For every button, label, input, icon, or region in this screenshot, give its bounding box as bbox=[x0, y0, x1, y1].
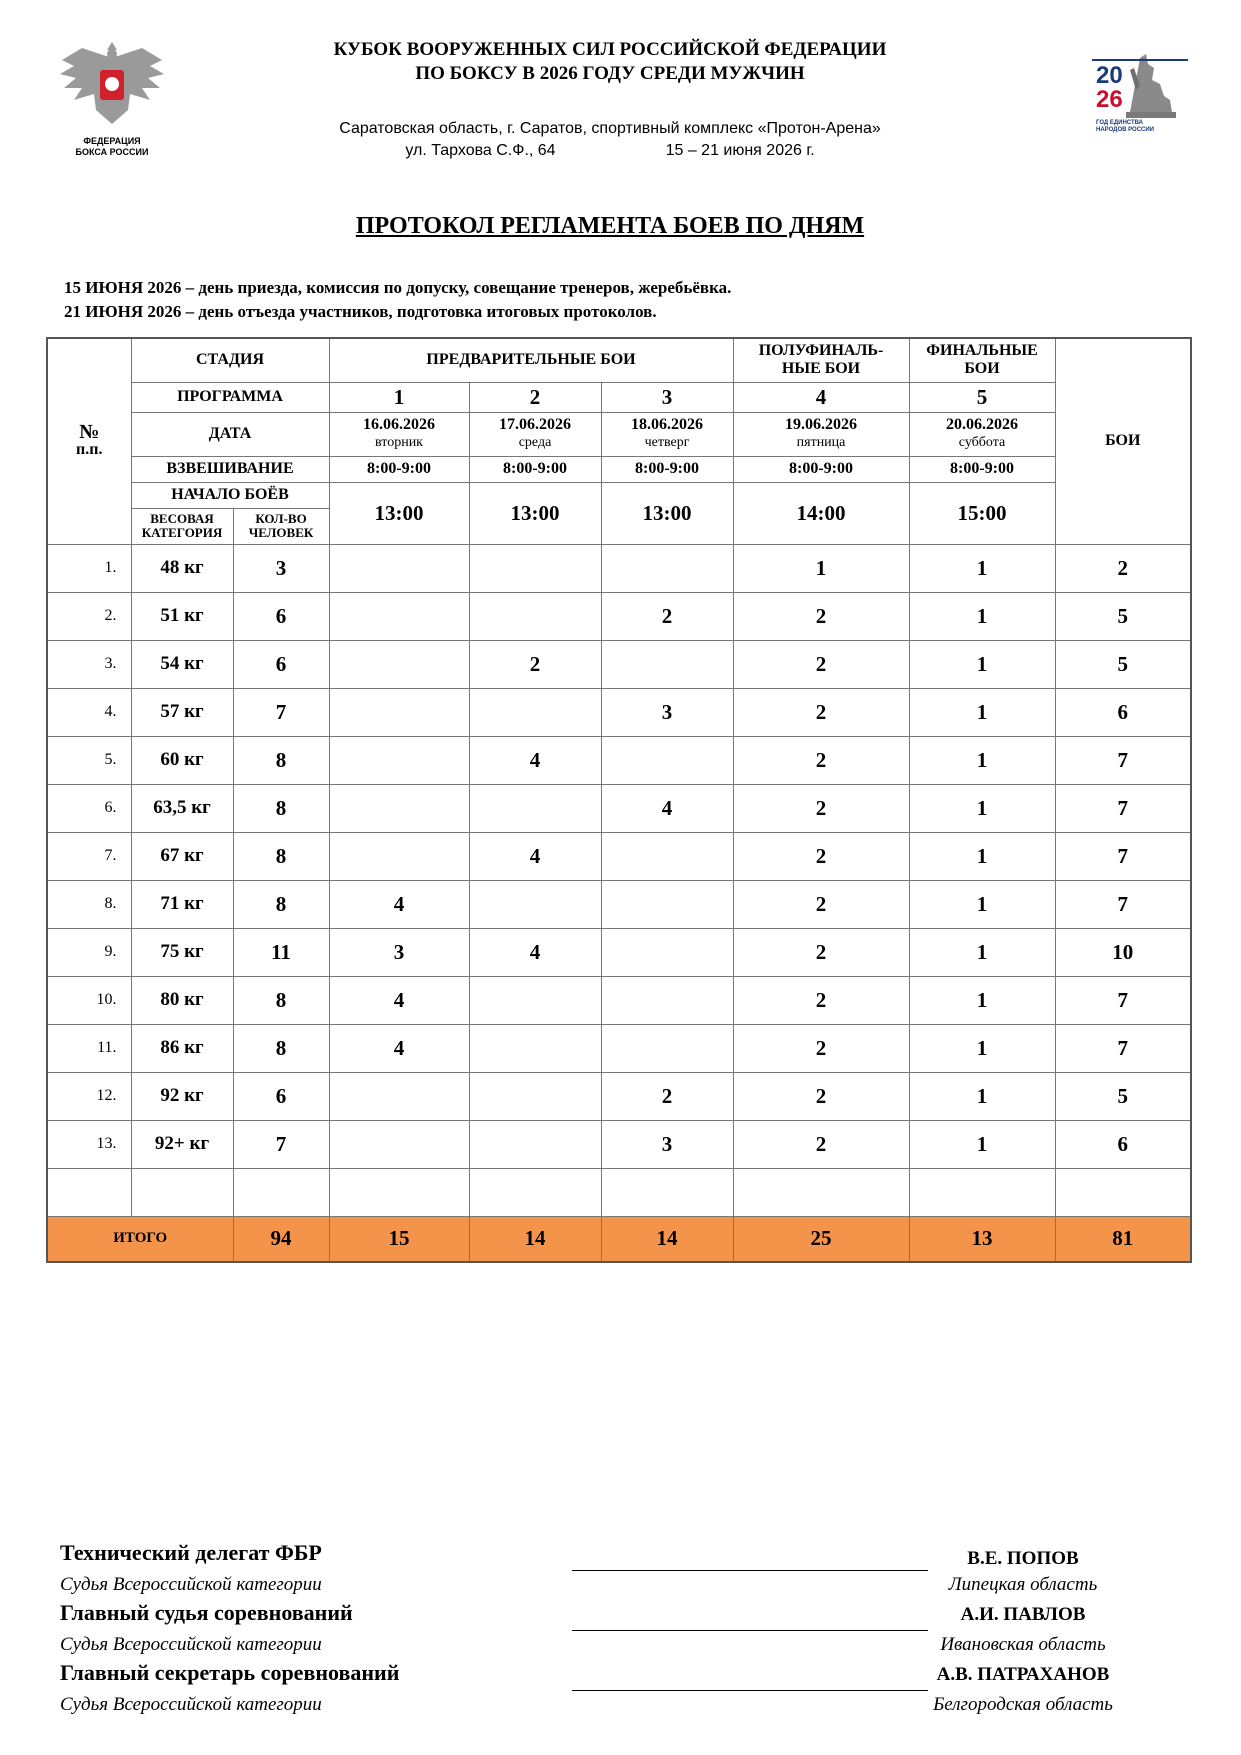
row-number: 2. bbox=[47, 592, 131, 640]
eagle-emblem-icon bbox=[52, 40, 172, 136]
weekday-5: суббота bbox=[958, 435, 1006, 450]
participant-count: 7 bbox=[233, 688, 329, 736]
bouts-total: 6 bbox=[1055, 1120, 1191, 1168]
bouts-day-1 bbox=[329, 1120, 469, 1168]
bouts-day-3 bbox=[601, 928, 733, 976]
signature-category: Судья Всероссийской категории bbox=[60, 1634, 322, 1655]
bouts-day-4: 2 bbox=[733, 1024, 909, 1072]
header-weight-category-line2: КАТЕГОРИЯ bbox=[141, 525, 223, 540]
empty-cell bbox=[329, 1168, 469, 1216]
program-1: 1 bbox=[329, 382, 469, 412]
bouts-total: 7 bbox=[1055, 736, 1191, 784]
table-row bbox=[47, 1072, 1191, 1120]
bouts-day-5: 1 bbox=[909, 1072, 1055, 1120]
bouts-day-1 bbox=[329, 1072, 469, 1120]
bouts-day-3: 2 bbox=[601, 1072, 733, 1120]
signature-role: Технический делегат ФБР bbox=[60, 1540, 322, 1565]
weight-category: 54 кг bbox=[131, 640, 233, 688]
empty-cell bbox=[909, 1168, 1055, 1216]
bouts-day-3 bbox=[601, 880, 733, 928]
weight-category: 67 кг bbox=[131, 832, 233, 880]
bouts-day-2 bbox=[469, 1120, 601, 1168]
date-cell-1 bbox=[329, 412, 469, 456]
bouts-day-5: 1 bbox=[909, 544, 1055, 592]
row-number: 12. bbox=[47, 1072, 131, 1120]
totals-day-5: 13 bbox=[909, 1216, 1055, 1262]
logo-year-top: 20 bbox=[1096, 62, 1123, 89]
signature-name: А.В. ПАТРАХАНОВ bbox=[936, 1664, 1110, 1685]
weight-category: 71 кг bbox=[131, 880, 233, 928]
signature-role: Главный судья соревнований bbox=[60, 1600, 353, 1625]
row-number: 7. bbox=[47, 832, 131, 880]
date-cell-3 bbox=[601, 412, 733, 456]
bouts-day-2 bbox=[469, 592, 601, 640]
bouts-day-4: 2 bbox=[733, 784, 909, 832]
bouts-day-2 bbox=[469, 1024, 601, 1072]
row-number: 13. bbox=[47, 1120, 131, 1168]
venue-address: ул. Тархова С.Ф., 64 bbox=[405, 142, 556, 159]
note-departure: 21 ИЮНЯ 2026 – день отъезда участников, подготовка итоговых протоколов. bbox=[64, 302, 657, 321]
bouts-day-5: 1 bbox=[909, 736, 1055, 784]
table-row bbox=[47, 832, 1191, 880]
table-row bbox=[47, 784, 1191, 832]
date-1: 16.06.2026 bbox=[363, 416, 435, 433]
bouts-day-5: 1 bbox=[909, 688, 1055, 736]
header-participant-count-line2: ЧЕЛОВЕК bbox=[248, 525, 314, 540]
participant-count: 8 bbox=[233, 880, 329, 928]
table-row bbox=[47, 1024, 1191, 1072]
logo-caption-line2: БОКСА РОССИИ bbox=[75, 147, 149, 157]
bouts-day-4: 1 bbox=[733, 544, 909, 592]
header-weight-category-line1: ВЕСОВАЯ bbox=[150, 511, 214, 526]
weigh-2: 8:00-9:00 bbox=[469, 456, 601, 482]
bouts-day-4: 2 bbox=[733, 592, 909, 640]
header-bouts: БОИ bbox=[1055, 338, 1191, 544]
bouts-day-1 bbox=[329, 832, 469, 880]
bout-schedule-table bbox=[46, 337, 1192, 1263]
bouts-total: 6 bbox=[1055, 688, 1191, 736]
header-number-sign: № bbox=[79, 421, 100, 444]
program-5: 5 bbox=[909, 382, 1055, 412]
totals-row bbox=[47, 1216, 1191, 1262]
table-row bbox=[47, 880, 1191, 928]
row-number: 4. bbox=[47, 688, 131, 736]
bouts-day-3 bbox=[601, 1024, 733, 1072]
signature-region: Липецкая область bbox=[948, 1574, 1098, 1595]
signature-region: Ивановская область bbox=[940, 1634, 1106, 1655]
competition-title bbox=[250, 38, 970, 86]
signature-category: Судья Всероссийской категории bbox=[60, 1694, 322, 1715]
document-title: ПРОТОКОЛ РЕГЛАМЕНТА БОЕВ ПО ДНЯМ bbox=[355, 213, 865, 239]
bouts-day-5: 1 bbox=[909, 640, 1055, 688]
signature-technical-delegate bbox=[60, 1540, 1160, 1600]
header-participant-count-line1: КОЛ-ВО bbox=[255, 511, 307, 526]
date-2: 17.06.2026 bbox=[499, 416, 571, 433]
title-line-1: КУБОК ВООРУЖЕННЫХ СИЛ РОССИЙСКОЙ ФЕДЕРАЦИИ bbox=[333, 39, 887, 60]
totals-day-1: 15 bbox=[329, 1216, 469, 1262]
row-number: 6. bbox=[47, 784, 131, 832]
bouts-day-2 bbox=[469, 544, 601, 592]
weight-category: 86 кг bbox=[131, 1024, 233, 1072]
weight-category: 57 кг bbox=[131, 688, 233, 736]
participant-count: 6 bbox=[233, 640, 329, 688]
table-row bbox=[47, 928, 1191, 976]
weekday-3: четверг bbox=[644, 435, 690, 450]
header-date: ДАТА bbox=[131, 412, 329, 456]
start-2: 13:00 bbox=[469, 482, 601, 544]
bouts-day-3: 3 bbox=[601, 1120, 733, 1168]
table-row bbox=[47, 1168, 1191, 1216]
bouts-day-4: 2 bbox=[733, 640, 909, 688]
date-4: 19.06.2026 bbox=[785, 416, 858, 433]
bouts-day-1 bbox=[329, 736, 469, 784]
bouts-day-2 bbox=[469, 688, 601, 736]
header-start: НАЧАЛО БОЁВ bbox=[131, 482, 329, 508]
bouts-total: 7 bbox=[1055, 832, 1191, 880]
bouts-total: 7 bbox=[1055, 1024, 1191, 1072]
bouts-day-4: 2 bbox=[733, 1072, 909, 1120]
empty-cell bbox=[233, 1168, 329, 1216]
date-cell-4 bbox=[733, 412, 909, 456]
logo-caption-line1: ФЕДЕРАЦИЯ bbox=[83, 136, 141, 146]
bouts-day-3: 2 bbox=[601, 592, 733, 640]
bouts-day-3 bbox=[601, 640, 733, 688]
program-3: 3 bbox=[601, 382, 733, 412]
start-4: 14:00 bbox=[733, 482, 909, 544]
totals-day-2: 14 bbox=[469, 1216, 601, 1262]
header-stage: СТАДИЯ bbox=[131, 338, 329, 382]
header-participant-count bbox=[233, 508, 329, 544]
bouts-day-1 bbox=[329, 784, 469, 832]
bouts-day-1: 3 bbox=[329, 928, 469, 976]
bouts-day-2: 2 bbox=[469, 640, 601, 688]
date-cell-5 bbox=[909, 412, 1055, 456]
table-row bbox=[47, 1120, 1191, 1168]
bouts-day-3 bbox=[601, 736, 733, 784]
bouts-day-3 bbox=[601, 976, 733, 1024]
start-3: 13:00 bbox=[601, 482, 733, 544]
weekday-2: среда bbox=[518, 435, 552, 450]
title-line-2: ПО БОКСУ В 2026 ГОДУ СРЕДИ МУЖЧИН bbox=[415, 63, 805, 84]
empty-cell bbox=[601, 1168, 733, 1216]
weight-category: 63,5 кг bbox=[131, 784, 233, 832]
signature-line bbox=[572, 1690, 928, 1691]
signature-region: Белгородская область bbox=[933, 1694, 1113, 1715]
signature-name: А.И. ПАВЛОВ bbox=[960, 1604, 1086, 1625]
program-2: 2 bbox=[469, 382, 601, 412]
bouts-day-2 bbox=[469, 1072, 601, 1120]
bouts-total: 5 bbox=[1055, 592, 1191, 640]
bouts-total: 5 bbox=[1055, 1072, 1191, 1120]
bouts-total: 5 bbox=[1055, 640, 1191, 688]
weigh-3: 8:00-9:00 bbox=[601, 456, 733, 482]
header-preliminary: ПРЕДВАРИТЕЛЬНЫЕ БОИ bbox=[329, 338, 733, 382]
weight-category: 92 кг bbox=[131, 1072, 233, 1120]
bouts-total: 2 bbox=[1055, 544, 1191, 592]
bouts-day-1: 4 bbox=[329, 1024, 469, 1072]
year-of-unity-logo bbox=[1090, 50, 1190, 145]
bouts-day-3: 3 bbox=[601, 688, 733, 736]
bouts-day-5: 1 bbox=[909, 1024, 1055, 1072]
weight-category: 75 кг bbox=[131, 928, 233, 976]
weight-category: 48 кг bbox=[131, 544, 233, 592]
bouts-day-3 bbox=[601, 544, 733, 592]
totals-day-4: 25 bbox=[733, 1216, 909, 1262]
signature-chief-judge bbox=[60, 1600, 1160, 1660]
participant-count: 8 bbox=[233, 736, 329, 784]
bouts-day-2: 4 bbox=[469, 928, 601, 976]
bouts-day-2: 4 bbox=[469, 736, 601, 784]
row-number: 8. bbox=[47, 880, 131, 928]
header-weight-category bbox=[131, 508, 233, 544]
bouts-total: 10 bbox=[1055, 928, 1191, 976]
weight-category: 80 кг bbox=[131, 976, 233, 1024]
weight-category: 60 кг bbox=[131, 736, 233, 784]
totals-day-3: 14 bbox=[601, 1216, 733, 1262]
participant-count: 7 bbox=[233, 1120, 329, 1168]
signature-line bbox=[572, 1570, 928, 1571]
bouts-day-5: 1 bbox=[909, 1120, 1055, 1168]
weekday-4: пятница bbox=[796, 435, 846, 450]
participant-count: 11 bbox=[233, 928, 329, 976]
bouts-total: 7 bbox=[1055, 880, 1191, 928]
bouts-day-5: 1 bbox=[909, 928, 1055, 976]
bouts-day-2 bbox=[469, 784, 601, 832]
weight-category: 51 кг bbox=[131, 592, 233, 640]
participant-count: 6 bbox=[233, 592, 329, 640]
header-number bbox=[47, 338, 131, 544]
bouts-day-4: 2 bbox=[733, 832, 909, 880]
bouts-day-4: 2 bbox=[733, 1120, 909, 1168]
bouts-day-1: 4 bbox=[329, 976, 469, 1024]
bouts-day-5: 1 bbox=[909, 592, 1055, 640]
table-row bbox=[47, 640, 1191, 688]
bouts-day-4: 2 bbox=[733, 928, 909, 976]
bouts-day-5: 1 bbox=[909, 832, 1055, 880]
empty-cell bbox=[733, 1168, 909, 1216]
header-program: ПРОГРАММА bbox=[131, 382, 329, 412]
weight-category: 92+ кг bbox=[131, 1120, 233, 1168]
date-cell-2 bbox=[469, 412, 601, 456]
logo-year-bottom: 26 bbox=[1096, 86, 1123, 113]
table-row bbox=[47, 976, 1191, 1024]
weigh-5: 8:00-9:00 bbox=[909, 456, 1055, 482]
table-row bbox=[47, 592, 1191, 640]
weigh-4: 8:00-9:00 bbox=[733, 456, 909, 482]
venue-line: Саратовская область, г. Саратов, спортивный комплекс «Протон-Арена» bbox=[339, 120, 881, 137]
start-1: 13:00 bbox=[329, 482, 469, 544]
bouts-day-5: 1 bbox=[909, 976, 1055, 1024]
signature-name: В.Е. ПОПОВ bbox=[967, 1548, 1079, 1569]
note-arrival: 15 ИЮНЯ 2026 – день приезда, комиссия по допуску, совещание тренеров, жеребьёвка. bbox=[64, 278, 732, 297]
header-number-abbr: п.п. bbox=[76, 441, 103, 459]
bouts-day-1 bbox=[329, 640, 469, 688]
program-4: 4 bbox=[733, 382, 909, 412]
boxing-federation-logo bbox=[52, 40, 172, 170]
row-number: 10. bbox=[47, 976, 131, 1024]
header-semifinal-line1: ПОЛУФИНАЛЬ- bbox=[758, 342, 884, 360]
event-dates: 15 – 21 июня 2026 г. bbox=[665, 142, 815, 159]
bouts-day-1 bbox=[329, 592, 469, 640]
bouts-day-3: 4 bbox=[601, 784, 733, 832]
participant-count: 8 bbox=[233, 784, 329, 832]
bouts-day-2 bbox=[469, 976, 601, 1024]
signature-category: Судья Всероссийской категории bbox=[60, 1574, 322, 1595]
header-final-line2: БОИ bbox=[964, 360, 1000, 378]
logo-caption-line1: ГОД ЕДИНСТВА bbox=[1096, 120, 1143, 126]
totals-label: ИТОГО bbox=[47, 1216, 233, 1262]
empty-cell bbox=[47, 1168, 131, 1216]
table-row bbox=[47, 688, 1191, 736]
bouts-day-5: 1 bbox=[909, 880, 1055, 928]
bouts-day-5: 1 bbox=[909, 784, 1055, 832]
notes-block bbox=[64, 276, 1164, 324]
bouts-day-3 bbox=[601, 832, 733, 880]
date-5: 20.06.2026 bbox=[946, 416, 1019, 433]
bouts-total: 7 bbox=[1055, 976, 1191, 1024]
header-weighing: ВЗВЕШИВАНИЕ bbox=[131, 456, 329, 482]
totals-bouts: 81 bbox=[1055, 1216, 1191, 1262]
bouts-day-4: 2 bbox=[733, 880, 909, 928]
participant-count: 8 bbox=[233, 832, 329, 880]
bouts-day-4: 2 bbox=[733, 736, 909, 784]
bouts-day-1: 4 bbox=[329, 880, 469, 928]
totals-count: 94 bbox=[233, 1216, 329, 1262]
signature-role: Главный секретарь соревнований bbox=[60, 1660, 400, 1685]
header-semifinal-line2: НЫЕ БОИ bbox=[781, 360, 861, 378]
weekday-1: вторник bbox=[375, 435, 423, 450]
row-number: 11. bbox=[47, 1024, 131, 1072]
empty-cell bbox=[1055, 1168, 1191, 1216]
row-number: 5. bbox=[47, 736, 131, 784]
participant-count: 3 bbox=[233, 544, 329, 592]
logo-caption-line2: НАРОДОВ РОССИИ bbox=[1096, 127, 1154, 133]
bouts-day-4: 2 bbox=[733, 688, 909, 736]
start-5: 15:00 bbox=[909, 482, 1055, 544]
header-final-line1: ФИНАЛЬНЫЕ bbox=[926, 342, 1038, 360]
bouts-day-4: 2 bbox=[733, 976, 909, 1024]
bouts-day-1 bbox=[329, 688, 469, 736]
empty-cell bbox=[469, 1168, 601, 1216]
bouts-day-2: 4 bbox=[469, 832, 601, 880]
bouts-total: 7 bbox=[1055, 784, 1191, 832]
row-number: 9. bbox=[47, 928, 131, 976]
signature-chief-secretary bbox=[60, 1660, 1160, 1720]
row-number: 1. bbox=[47, 544, 131, 592]
participant-count: 8 bbox=[233, 1024, 329, 1072]
bouts-day-2 bbox=[469, 880, 601, 928]
bouts-day-1 bbox=[329, 544, 469, 592]
row-number: 3. bbox=[47, 640, 131, 688]
venue-block bbox=[250, 118, 970, 162]
table-row bbox=[47, 736, 1191, 784]
signature-line bbox=[572, 1630, 928, 1631]
table-body bbox=[47, 544, 1191, 1168]
participant-count: 6 bbox=[233, 1072, 329, 1120]
header-final bbox=[909, 338, 1055, 382]
table-row bbox=[47, 544, 1191, 592]
empty-cell bbox=[131, 1168, 233, 1216]
weigh-1: 8:00-9:00 bbox=[329, 456, 469, 482]
participant-count: 8 bbox=[233, 976, 329, 1024]
date-3: 18.06.2026 bbox=[631, 416, 703, 433]
header-semifinal bbox=[733, 338, 909, 382]
